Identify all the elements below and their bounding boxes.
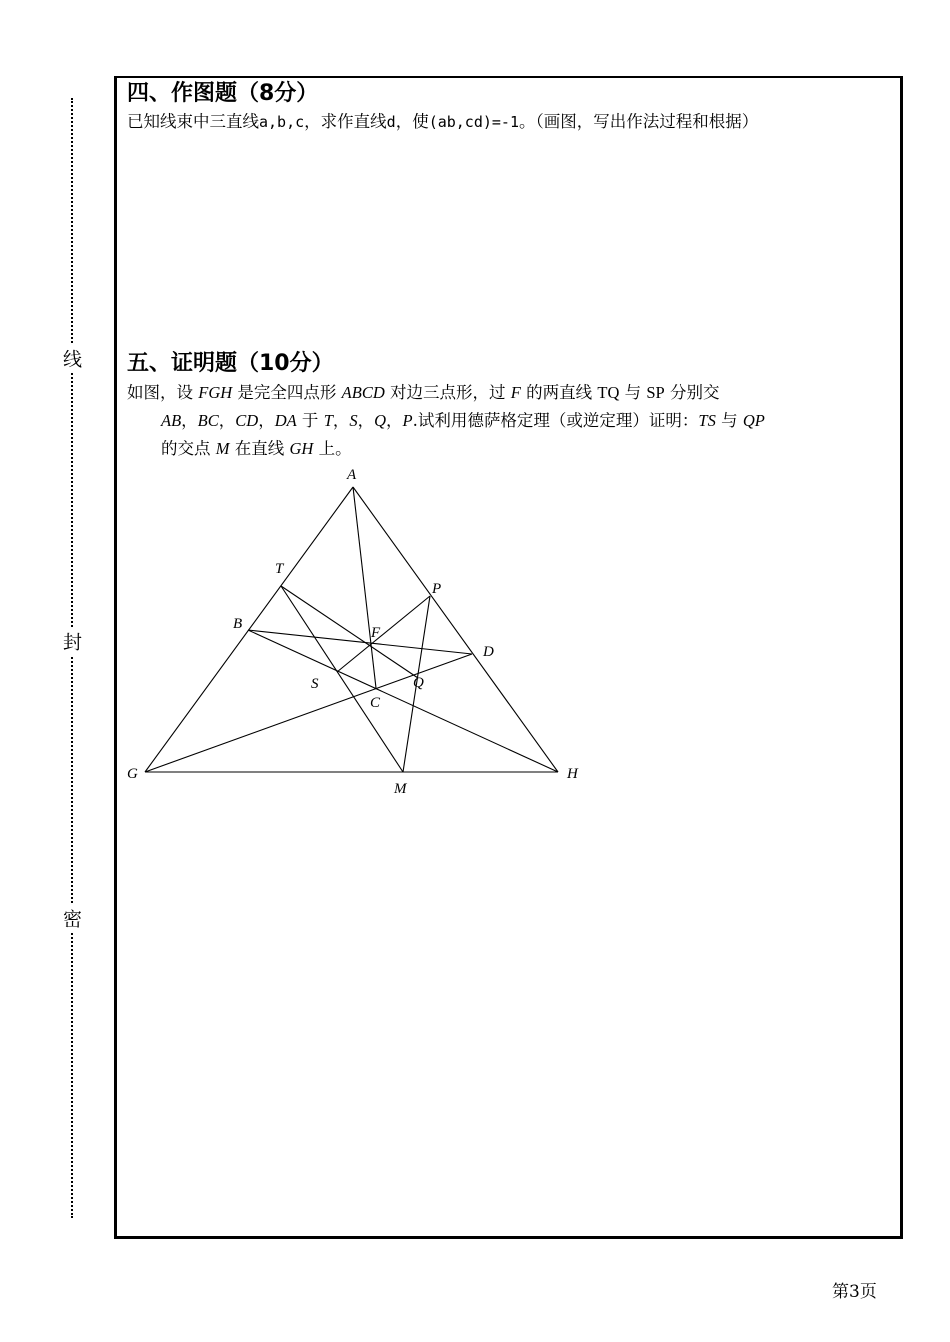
line-AG [145, 487, 353, 772]
q4-text-part: ，求作直线 [304, 112, 387, 131]
q4-line-d: d [386, 113, 396, 131]
q5-title: 五、证明题（10分） [127, 351, 334, 376]
label-A: A [347, 467, 357, 483]
q5-comma: ， [332, 411, 350, 430]
label-P: P [432, 581, 442, 597]
label-F: F [371, 625, 381, 641]
q5-var: M [215, 439, 230, 458]
page-number: 第3页 [832, 1282, 877, 1302]
line-SP [337, 596, 430, 672]
q5-var: BC [197, 411, 219, 430]
label-H: H [567, 766, 578, 782]
q5-text-part: .试利用德萨格定理（或逆定理）证明： [412, 411, 699, 430]
q4-text-part: 。（画图，写出作法过程和根据） [519, 112, 759, 131]
label-G: G [127, 766, 138, 782]
q5-text-part: 在直线 [229, 439, 290, 458]
line-AH [353, 487, 558, 772]
q5-var: P [402, 411, 413, 430]
q5-comma: ， [357, 411, 375, 430]
label-D: D [483, 644, 494, 660]
q5-var: TS [698, 411, 716, 430]
q5-line2 [127, 407, 897, 435]
q5-comma: ， [181, 411, 198, 430]
label-C: C [370, 695, 381, 711]
label-M: M [394, 781, 407, 797]
q5-var: SP [646, 383, 665, 402]
q5-text [127, 379, 897, 463]
q5-text-part: 上。 [313, 439, 352, 458]
line-AC [353, 487, 376, 688]
q5-var: QP [742, 411, 765, 430]
q5-text-part: 的两直线 [520, 383, 598, 402]
q4-text [127, 108, 897, 136]
q5-comma: ， [218, 411, 236, 430]
q5-var: Q [374, 411, 387, 430]
label-B: B [233, 616, 243, 632]
binding-char-seal: 封 [58, 628, 84, 655]
label-T: T [275, 561, 284, 577]
geometry-figure [120, 462, 600, 807]
q4-title: 四、作图题（8分） [127, 81, 319, 106]
q5-var: TQ [597, 383, 620, 402]
q5-comma: ， [258, 411, 275, 430]
q5-text-part: 对边三点形，过 [384, 383, 511, 402]
q5-var: DA [274, 411, 297, 430]
q5-text-part: 分别交 [664, 383, 720, 402]
q5-text-part: 与 [715, 411, 743, 430]
q5-text-part: 与 [619, 383, 647, 402]
line-BD [248, 630, 472, 654]
q5-var: GH [289, 439, 314, 458]
binding-char-secret: 密 [58, 905, 84, 932]
q5-var: F [510, 383, 521, 402]
q5-var: AB [161, 411, 182, 430]
label-Q: Q [413, 675, 424, 691]
q4-text-part: ，使 [395, 112, 429, 131]
q5-line3 [127, 435, 897, 463]
figure-lines [145, 487, 558, 772]
q5-var: ABCD [341, 383, 385, 402]
line-BH [248, 630, 558, 772]
q5-var: S [349, 411, 358, 430]
line-TQ [281, 586, 418, 678]
q5-var: FGH [198, 383, 233, 402]
q5-text-part: 于 [296, 411, 324, 430]
q4-cross-ratio: (ab,cd)=-1 [428, 113, 519, 131]
q5-var: CD [235, 411, 259, 430]
label-S: S [311, 676, 319, 692]
q5-text-part: 是完全四点形 [232, 383, 342, 402]
q5-text-part: 的交点 [161, 439, 216, 458]
line-TM [281, 586, 403, 772]
line-GD [145, 654, 472, 772]
binding-dotted-line [71, 98, 73, 1218]
q5-var: T [323, 411, 333, 430]
q4-text-part: 已知线束中三直线 [127, 112, 259, 131]
q5-text-part: 如图，设 [127, 383, 199, 402]
q4-lines-abc: a,b,c [259, 113, 305, 131]
q5-comma: ， [386, 411, 403, 430]
binding-char-line: 线 [58, 345, 84, 372]
